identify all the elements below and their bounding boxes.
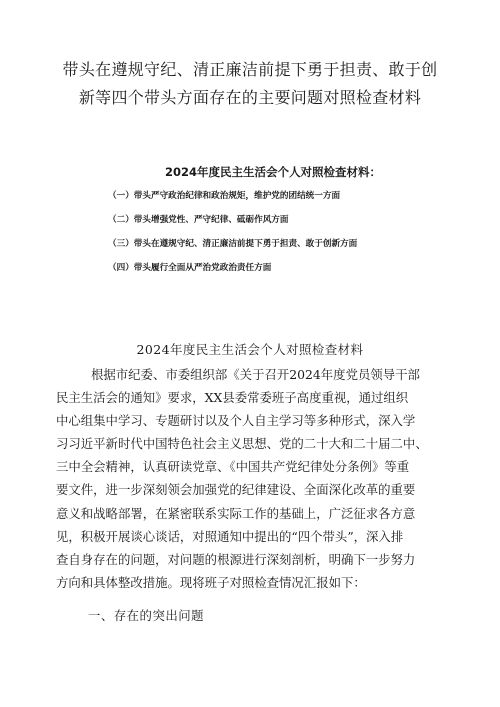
paragraph-line: 根据市纪委、市委组织部《关于召开2024年度党员领导干部 [91, 367, 420, 382]
toc-item: （四）带头履行全面从严治党政治责任方面 [108, 263, 272, 273]
table-of-contents [108, 164, 408, 286]
toc-item: （一）带头严守政治纪律和政治规矩，维护党的团结统一方面 [108, 191, 341, 201]
paragraph-line: 查自身存在的问题，对问题的根源进行深刻剖析，明确下一步努力 [56, 551, 416, 567]
toc-item: （三）带头在遵规守纪、清正廉洁前提下勇于担责、敢于创新方面 [108, 239, 358, 249]
section-heading: 2024年度民主生活会个人对照检查材料 [136, 342, 364, 357]
paragraph-line: 意义和战略部署，在紧密联系实际工作的基础上，广泛征求各方意 [56, 505, 416, 521]
document-title [60, 56, 440, 112]
paragraph-line: 三中全会精神，认真研读党章、《中国共产党纪律处分条例》等重 [56, 459, 410, 475]
subsection-heading: 一、存在的突出问题 [88, 607, 205, 623]
body-section [0, 340, 500, 626]
body-paragraph [0, 363, 450, 594]
document-title-line: 新等四个带头方面存在的主要问题对照检查材料 [78, 88, 422, 107]
paragraph-line: 要文件，进一步深刻领会加强党的纪律建设、全面深化改革的重要 [56, 482, 416, 498]
paragraph-line: 方向和具体整改措施。现将班子对照检查情况汇报如下： [56, 574, 366, 590]
paragraph-line: 习习近平新时代中国特色社会主义思想、党的二十大和二十届二中、 [56, 436, 428, 452]
paragraph-line: 中心组集中学习、专题研讨以及个人自主学习等多种形式，深入学 [56, 413, 416, 429]
toc-heading: 2024年度民主生活会个人对照检查材料： [164, 165, 381, 179]
document-title-line: 带头在遵规守纪、清正廉洁前提下勇于担责、敢于创 [62, 60, 438, 79]
paragraph-line: 民主生活会的通知》要求，XX县委常委班子高度重视，通过组织 [56, 390, 409, 406]
paragraph-line: 见，积极开展谈心谈话，对照通知中提出的“四个带头”，深入排 [56, 528, 404, 544]
toc-item: （二）带头增强党性、严守纪律、砥砺作风方面 [108, 215, 289, 225]
